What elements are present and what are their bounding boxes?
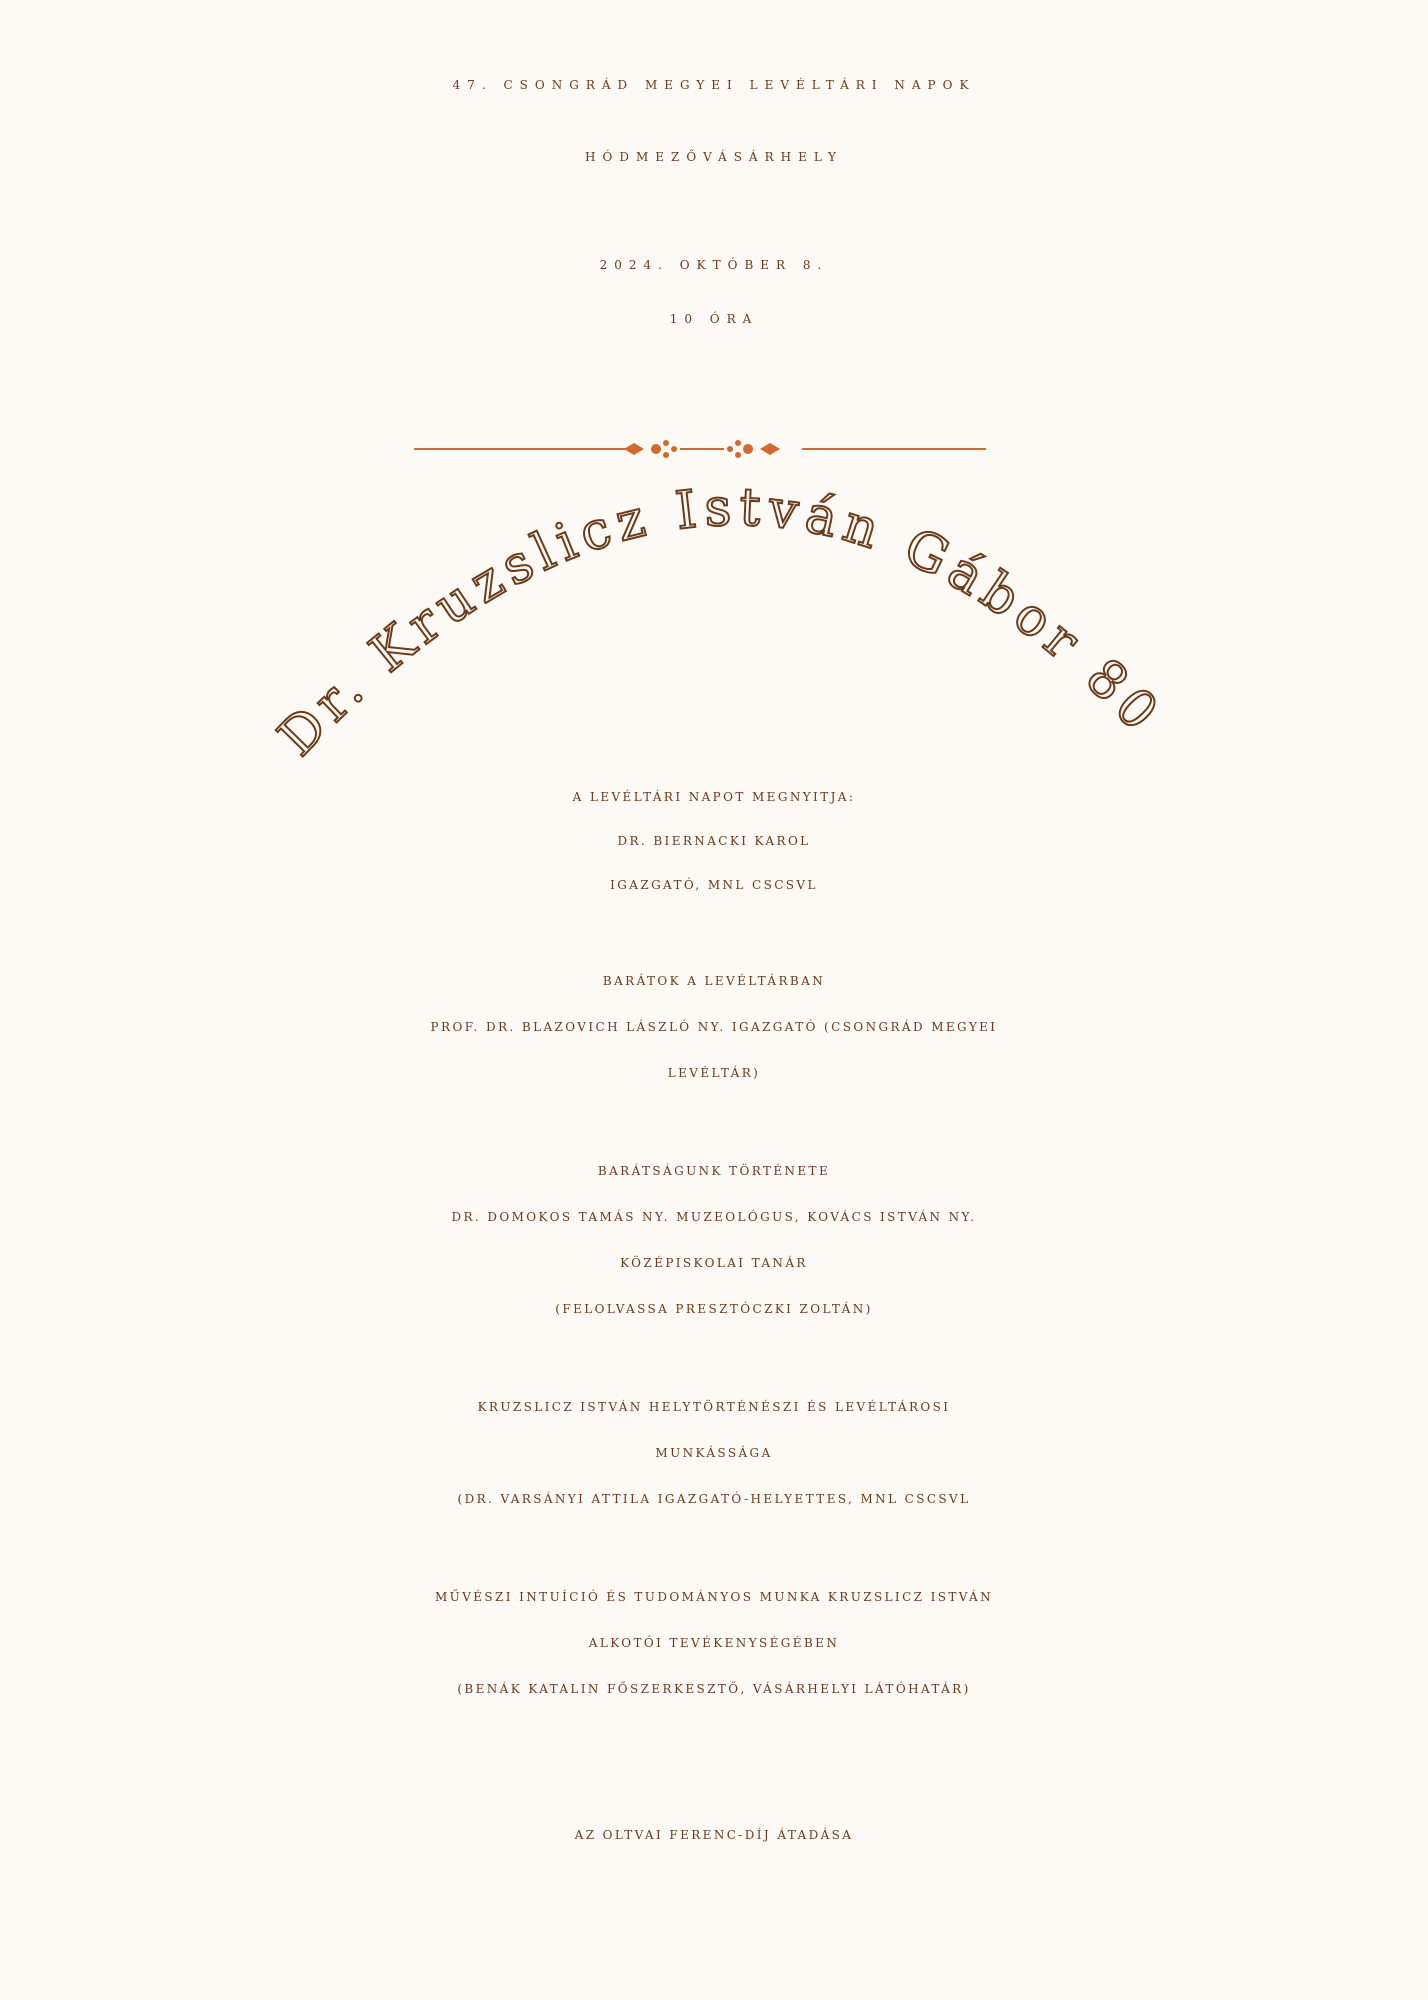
talk2-speaker-line2: KÖZÉPISKOLAI TANÁR: [620, 1256, 808, 1270]
talk1-speaker-line2: LEVÉLTÁR): [667, 1066, 761, 1080]
talk1-title: BARÁTOK A LEVÉLTÁRBAN: [602, 974, 826, 988]
award-ceremony: AZ OLTVAI FERENC-DÍJ ÁTADÁSA: [574, 1828, 854, 1842]
ornament-divider: [414, 440, 986, 458]
event-time: 10 ÓRA: [669, 312, 759, 326]
talk4-title-line1: MŰVÉSZI INTUÍCIÓ ÉS TUDOMÁNYOS MUNKA KRUZSLICZ ISTVÁN: [435, 1590, 993, 1604]
talk4-speaker: (BENÁK KATALIN FŐSZERKESZTŐ, VÁSÁRHELYI LÁTÓHATÁR): [457, 1682, 971, 1696]
opening-title: A LEVÉLTÁRI NAPOT MEGNYITJA:: [572, 790, 856, 804]
talk2-reader: (FELOLVASSA PRESZTÓCZKI ZOLTÁN): [555, 1302, 873, 1316]
event-city: HÓDMEZŐVÁSÁRHELY: [585, 150, 843, 164]
talk2-speaker-line1: DR. DOMOKOS TAMÁS NY. MUZEOLÓGUS, KOVÁCS ISTVÁN NY.: [451, 1210, 977, 1224]
talk3-title-line2: MUNKÁSSÁGA: [655, 1446, 773, 1460]
event-title: 47. CSONGRÁD MEGYEI LEVÉLTÁRI NAPOK: [452, 78, 976, 92]
decoration-layer: [0, 0, 1428, 900]
talk1-speaker-line1: PROF. DR. BLAZOVICH LÁSZLÓ NY. IGAZGATÓ (CSONGRÁD MEGYEI: [430, 1020, 998, 1034]
opening-role: IGAZGATÓ, MNL CSCSVL: [610, 878, 818, 892]
talk4-title-line2: ALKOTÓI TEVÉKENYSÉGÉBEN: [588, 1636, 840, 1650]
talk3-speaker: (DR. VARSÁNYI ATTILA IGAZGATÓ-HELYETTES, MNL CSCSVL: [457, 1492, 971, 1506]
honoree-arc-title: Dr. Kruzslicz István Gábor 80: [267, 477, 1174, 768]
talk2-title: BARÁTSÁGUNK TÖRTÉNETE: [597, 1164, 831, 1178]
talk3-title-line1: KRUZSLICZ ISTVÁN HELYTÖRTÉNÉSZI ÉS LEVÉLTÁROSI: [477, 1400, 951, 1414]
opening-speaker: DR. BIERNACKI KAROL: [617, 834, 811, 848]
event-date: 2024. OKTÓBER 8.: [599, 258, 829, 272]
